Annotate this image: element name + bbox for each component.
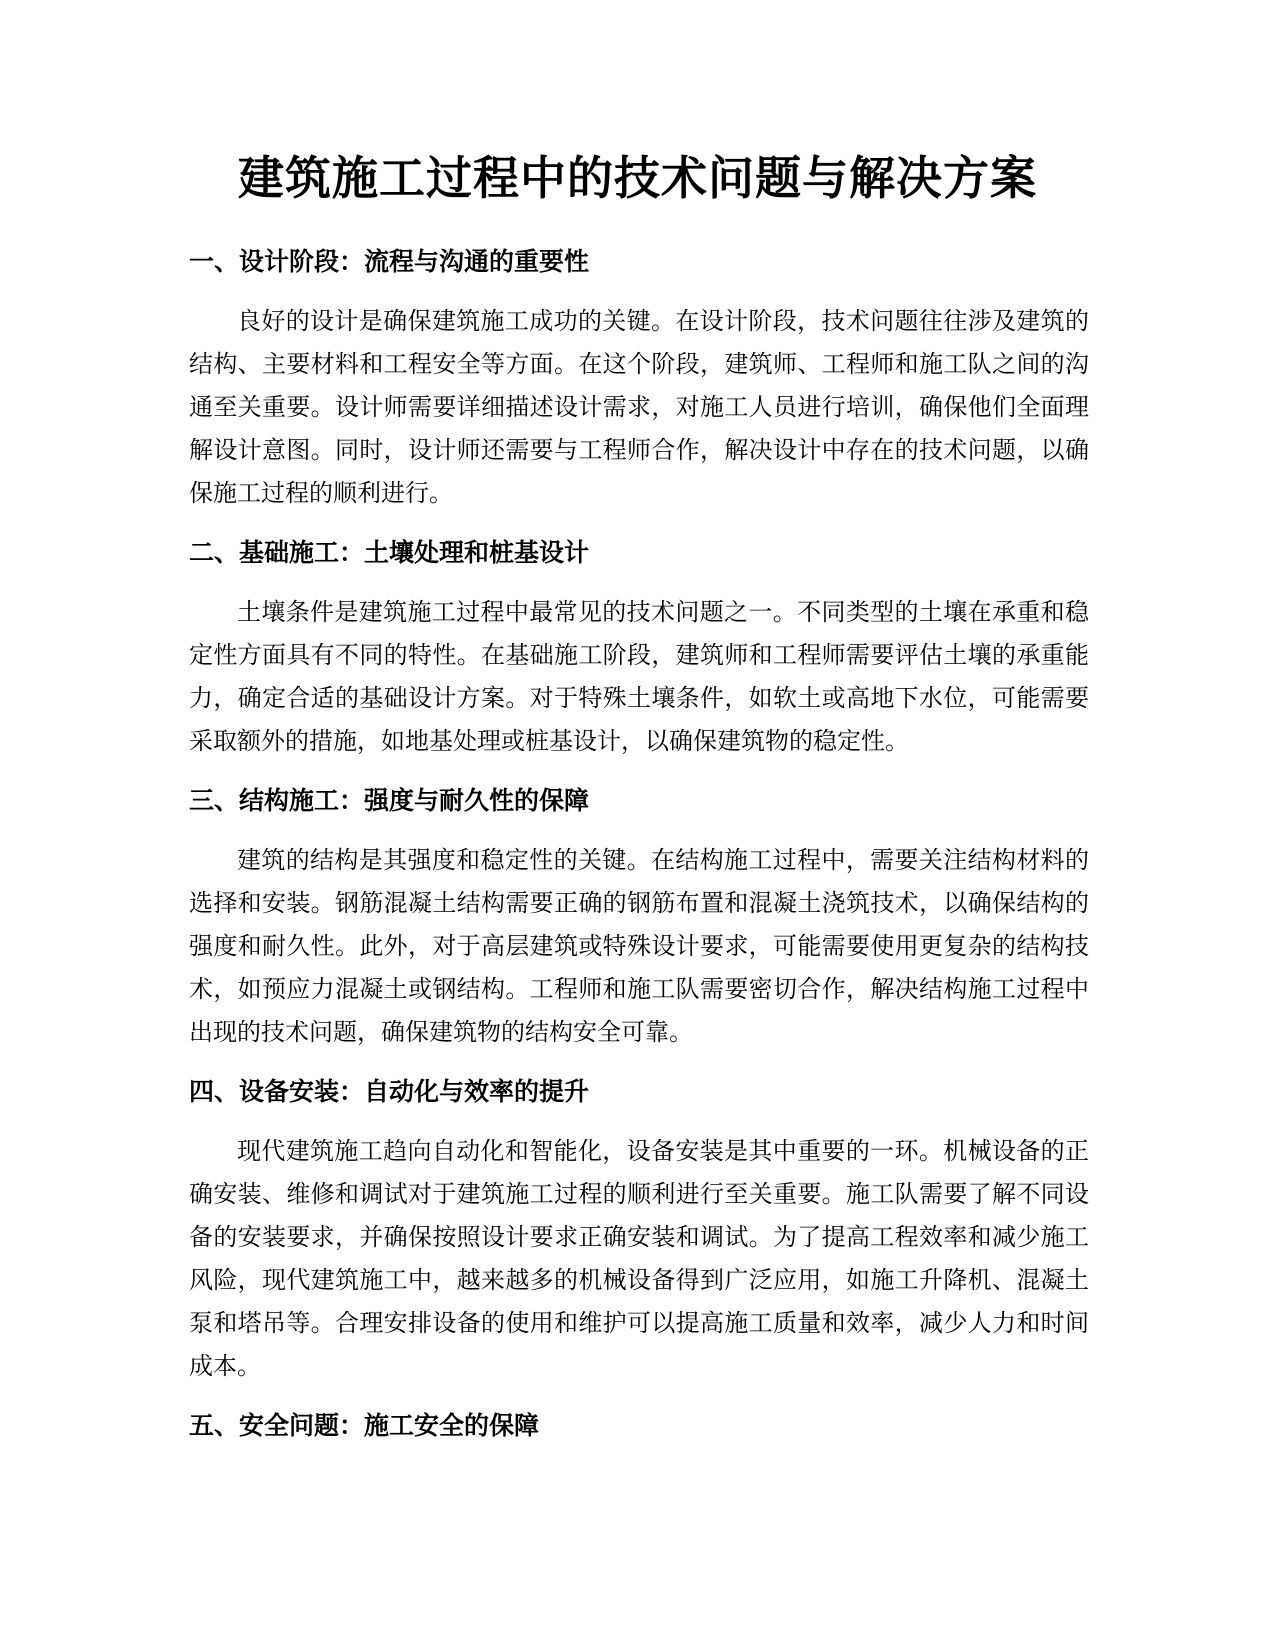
section-heading: 三、结构施工：强度与耐久性的保障 [189,786,590,815]
document-content [189,244,1089,1464]
section-heading: 二、基础施工：土壤处理和桩基设计 [189,538,590,567]
section-paragraph: 现代建筑施工趋向自动化和智能化，设备安装是其中重要的一环。机械设备的正确安装、维修和调试对于建筑施工过程的顺利进行至关重要。施工队需要了解不同设备的安装要求，并确保按照设计要求正确安装和调试。为了提高工程效率和减少施工风险，现代建筑施工中，越来越多的机械设备得到广泛应用，如施工升降机、混凝土泵和塔吊等。合理安排设备的使用和维护可以提高施工质量和效率，减少人力和时间成本。 [189,1137,1089,1380]
section-foundation [189,535,1089,763]
section-paragraph: 建筑的结构是其强度和稳定性的关键。在结构施工过程中，需要关注结构材料的选择和安装。钢筋混凝土结构需要正确的钢筋布置和混凝土浇筑技术，以确保结构的强度和耐久性。此外，对于高层建筑或特殊设计要求，可能需要使用更复杂的结构技术，如预应力混凝土或钢结构。工程师和施工队需要密切合作，解决结构施工过程中出现的技术问题，确保建筑物的结构安全可靠。 [189,846,1089,1046]
section-paragraph: 土壤条件是建筑施工过程中最常见的技术问题之一。不同类型的土壤在承重和稳定性方面具有不同的特性。在基础施工阶段，建筑师和工程师需要评估土壤的承重能力，确定合适的基础设计方案。对于特殊土壤条件，如软土或高地下水位，可能需要采取额外的措施，如地基处理或桩基设计，以确保建筑物的稳定性。 [189,598,1089,755]
section-equipment [189,1074,1089,1388]
section-heading: 四、设备安装：自动化与效率的提升 [189,1077,590,1106]
section-safety [189,1408,1089,1444]
section-structure [189,783,1089,1054]
section-heading: 五、安全问题：施工安全的保障 [189,1411,540,1440]
document-title: 建筑施工过程中的技术问题与解决方案 [238,151,1037,205]
section-heading: 一、设计阶段：流程与沟通的重要性 [189,247,590,276]
section-design [189,244,1089,515]
section-paragraph: 良好的设计是确保建筑施工成功的关键。在设计阶段，技术问题往往涉及建筑的结构、主要材料和工程安全等方面。在这个阶段，建筑师、工程师和施工队之间的沟通至关重要。设计师需要详细描述设计需求，对施工人员进行培训，确保他们全面理解设计意图。同时，设计师还需要与工程师合作，解决设计中存在的技术问题，以确保施工过程的顺利进行。 [189,307,1089,507]
